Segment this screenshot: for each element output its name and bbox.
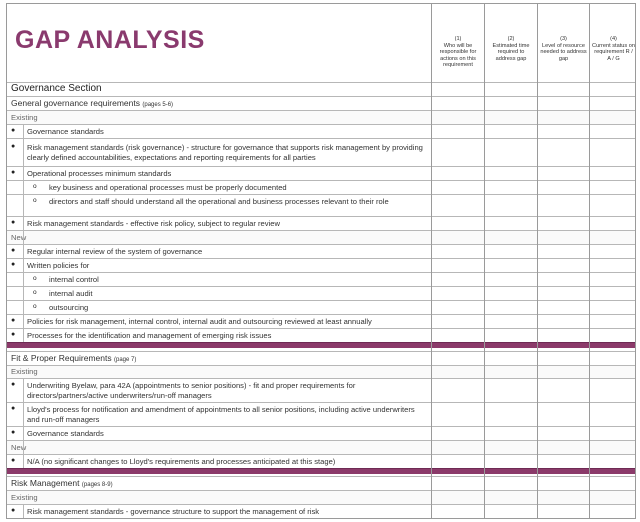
list-item: ● Policies for risk management, internal control, internal audit and outsourcing reviewed at least annually	[7, 314, 635, 328]
bullet-icon: ●	[11, 381, 16, 388]
existing-label: Existing	[11, 493, 38, 502]
list-item: o internal audit	[7, 286, 635, 300]
existing-label-row	[7, 365, 635, 378]
circle-bullet-icon: o	[33, 197, 37, 204]
column-divider	[431, 4, 432, 518]
bullet-icon: ●	[11, 247, 16, 254]
list-item: o key business and operational processes must be properly documented	[7, 180, 635, 194]
column-label: Who will be responsible for actions on this requirement	[439, 42, 477, 69]
column-label: Current status on requirement R / A / G	[592, 42, 635, 62]
section-title-row	[7, 82, 635, 96]
list-item: ● Processes for the identification and management of emerging risk issues	[7, 328, 635, 342]
column-number: (1)	[454, 36, 462, 42]
gap-analysis-sheet	[6, 3, 636, 519]
existing-label: Existing	[11, 113, 38, 122]
subsection-row	[7, 476, 635, 490]
list-item: o internal control	[7, 272, 635, 286]
column-header-time	[484, 4, 537, 82]
list-item: ● N/A (no significant changes to Lloyd's requirements and processes anticipated at this stage)	[7, 454, 635, 468]
list-item: ● Risk management standards - effective risk policy, subject to regular review	[7, 216, 635, 230]
bullet-icon: ●	[11, 457, 16, 464]
column-header-resource	[537, 4, 589, 82]
existing-label: Existing	[11, 367, 38, 376]
subsection-row	[7, 351, 635, 365]
page-title: GAP ANALYSIS	[15, 26, 205, 54]
section-divider-band	[7, 468, 635, 474]
list-item: ● Lloyd's process for notification and amendment of appointments to all senior positions, including active underwriters and run-off managers	[7, 402, 635, 426]
new-label-row	[7, 440, 635, 454]
column-divider	[537, 4, 538, 518]
column-divider	[589, 4, 590, 518]
bullet-column-divider	[23, 504, 24, 519]
bullet-column-divider	[23, 378, 24, 468]
list-item: ● Regular internal review of the system of governance	[7, 244, 635, 258]
column-divider	[484, 4, 485, 518]
bullet-icon: ●	[11, 507, 16, 514]
column-number: (2)	[507, 36, 515, 42]
subsection-title: General governance requirements (pages 5-6)	[11, 98, 174, 108]
bullet-icon: ●	[11, 429, 16, 436]
column-number: (4)	[610, 36, 617, 42]
bullet-icon: ●	[11, 261, 16, 268]
list-item: ● Underwriting Byelaw, para 42A (appointments to senior positions) - fit and proper requirements for directors/partners/active underwriters/run-off managers	[7, 378, 635, 402]
bullet-icon: ●	[11, 317, 16, 324]
existing-label-row	[7, 110, 635, 124]
circle-bullet-icon: o	[33, 275, 37, 282]
list-item: ● Governance standards	[7, 124, 635, 138]
bullet-icon: ●	[11, 331, 16, 338]
column-label: Level of resource needed to address gap	[540, 42, 587, 62]
list-item: ● Risk management standards (risk governance) - structure for governance that supports risk management by providing clearly defined accountabilities, expectations and reporting requirements for all parties	[7, 138, 635, 166]
bullet-icon: ●	[11, 405, 16, 412]
new-label-row	[7, 230, 635, 244]
column-header-responsible	[431, 4, 484, 82]
bullet-icon: ●	[11, 219, 16, 226]
new-label: New	[11, 233, 27, 242]
new-label: New	[11, 443, 27, 452]
bullet-icon: ●	[11, 127, 16, 134]
subsection-row	[7, 96, 635, 110]
bullet-icon: ●	[11, 169, 16, 176]
list-item: ● Written policies for	[7, 258, 635, 272]
column-number: (3)	[560, 36, 567, 42]
list-item: ● Risk management standards - governance structure to support the management of risk	[7, 504, 635, 519]
circle-bullet-icon: o	[33, 289, 37, 296]
section-title: Governance Section	[11, 83, 102, 94]
column-header-status	[589, 4, 636, 82]
circle-bullet-icon: o	[33, 183, 37, 190]
list-item: o directors and staff should understand all the operational and business processes relevant to their role	[7, 194, 635, 216]
subsection-title: Fit & Proper Requirements (page 7)	[11, 353, 137, 363]
list-item: ● Operational processes minimum standards	[7, 166, 635, 180]
circle-bullet-icon: o	[33, 303, 37, 310]
list-item: o outsourcing	[7, 300, 635, 314]
existing-label-row	[7, 490, 635, 504]
subsection-title: Risk Management (pages 8-9)	[11, 478, 113, 488]
section-divider-band	[7, 342, 635, 348]
bullet-icon: ●	[11, 143, 16, 150]
list-item: ● Governance standards	[7, 426, 635, 440]
bullet-column-divider	[23, 124, 24, 342]
column-label: Estimated time required to address gap	[492, 42, 530, 62]
